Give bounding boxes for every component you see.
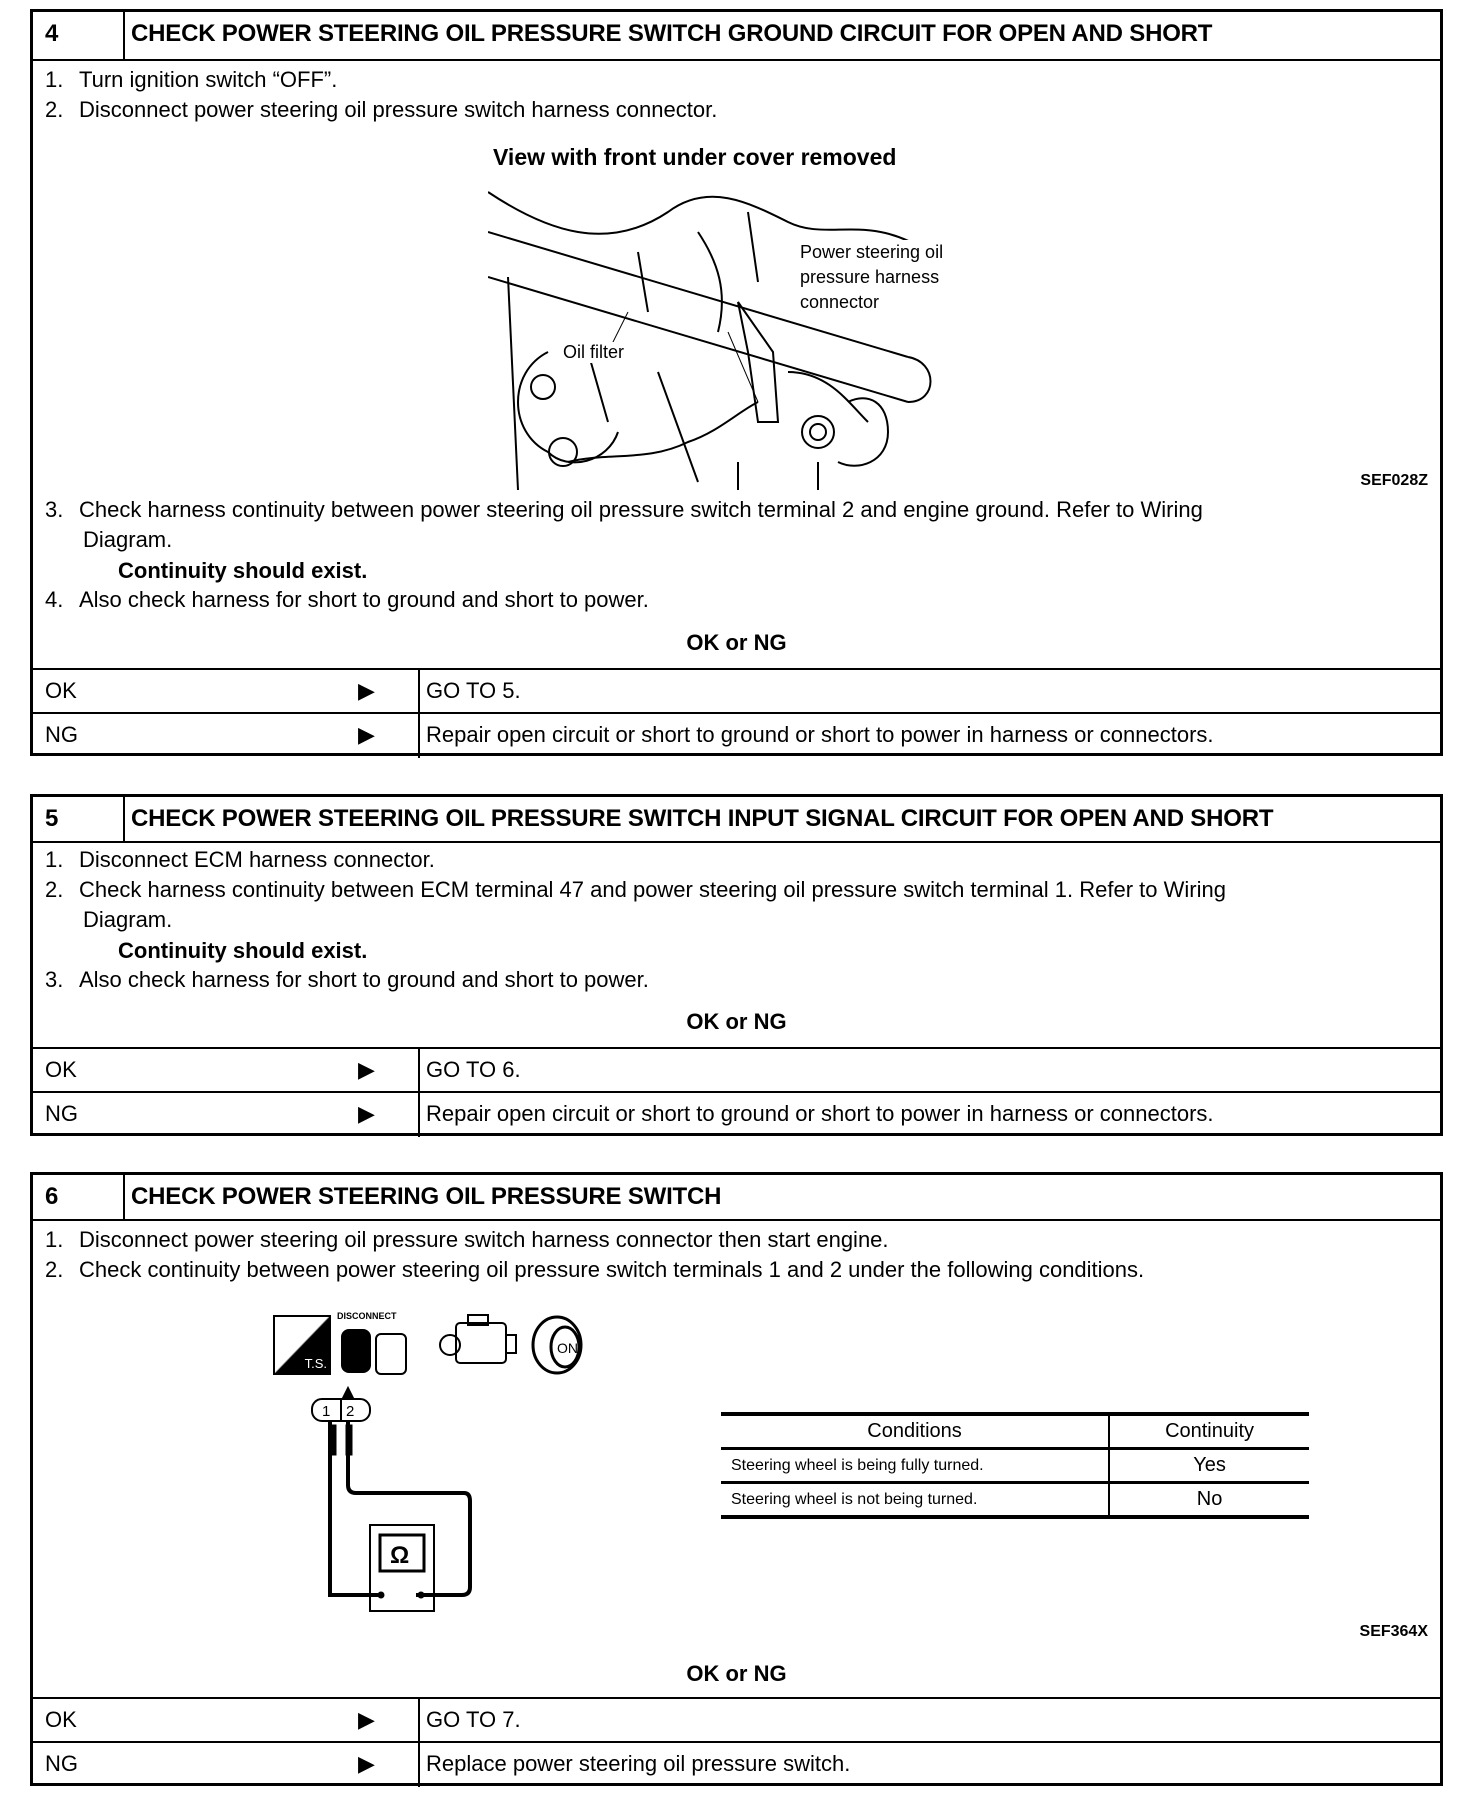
step-3 xyxy=(45,965,649,995)
step-2 xyxy=(45,875,1226,905)
result-action: Repair open circuit or short to ground or short to power in harness or connectors. xyxy=(426,722,1214,747)
step-4 xyxy=(45,585,649,615)
table-header-row xyxy=(721,1414,1309,1449)
result-row-ok xyxy=(33,668,1440,714)
step-text: Check harness continuity between power steering oil pressure switch terminal 2 and engine ground. Refer to Wiring xyxy=(79,497,1203,522)
step-number: 5 xyxy=(45,805,59,832)
step-num: 1. xyxy=(45,67,64,92)
label-line: connector xyxy=(800,292,880,312)
ts-icon xyxy=(273,1315,331,1375)
step-text: Also check harness for short to ground and short to power. xyxy=(79,587,649,612)
oil-filter-label: Oil filter xyxy=(563,342,625,362)
divider xyxy=(418,1093,420,1137)
on-label: ON xyxy=(557,1340,578,1356)
step-text: Turn ignition switch “OFF”. xyxy=(79,67,338,92)
figure-caption: View with front under cover removed xyxy=(493,144,897,170)
terminal-1-label: 1 xyxy=(322,1403,331,1420)
terminal-2-label: 2 xyxy=(346,1403,355,1420)
arrow-right-icon: ▶ xyxy=(358,1751,375,1776)
step-num: 2. xyxy=(45,877,64,902)
continuity-cell: Yes xyxy=(1193,1454,1226,1476)
step-text: Also check harness for short to ground and short to power. xyxy=(79,967,649,992)
engine-illustration xyxy=(488,172,988,490)
section-title: CHECK POWER STEERING OIL PRESSURE SWITCH INPUT SIGNAL CIRCUIT FOR OPEN AND SHORT xyxy=(131,805,1274,832)
figure-code: SEF364X xyxy=(1359,1623,1428,1640)
section-4 xyxy=(30,9,1443,756)
step-text: Disconnect power steering oil pressure switch harness connector. xyxy=(79,97,718,122)
step-1 xyxy=(45,1225,889,1255)
divider xyxy=(418,1049,420,1093)
step-num: 1. xyxy=(45,847,64,872)
divider xyxy=(418,714,420,758)
figure-code: SEF028Z xyxy=(1360,472,1428,489)
step-1 xyxy=(45,65,337,95)
divider xyxy=(123,12,125,59)
result-label: OK xyxy=(45,1707,77,1732)
label-line: Power steering oil xyxy=(800,242,944,262)
step-num: 2. xyxy=(45,97,64,122)
step-text: Check harness continuity between ECM terminal 47 and power steering oil pressure switch terminal 1. Refer to Wiring xyxy=(79,877,1226,902)
arrow-right-icon: ▶ xyxy=(358,722,375,747)
ok-or-ng: OK or NG xyxy=(686,1661,787,1686)
label-line: pressure harness xyxy=(800,267,940,287)
result-row-ng xyxy=(33,1741,1440,1787)
arrow-right-icon: ▶ xyxy=(358,1707,375,1732)
condition-cell: Steering wheel is being fully turned. xyxy=(721,1449,1109,1483)
divider xyxy=(123,797,125,841)
step-text: Disconnect ECM harness connector. xyxy=(79,847,435,872)
step-text: Check continuity between power steering oil pressure switch terminals 1 and 2 under the following conditions. xyxy=(79,1257,1145,1282)
arrow-right-icon: ▶ xyxy=(358,1057,375,1082)
step-3 xyxy=(45,495,1203,525)
result-row-ok xyxy=(33,1697,1440,1743)
result-action: Repair open circuit or short to ground or short to power in harness or connectors. xyxy=(426,1101,1214,1126)
divider xyxy=(123,1175,125,1219)
step-text: Disconnect power steering oil pressure switch harness connector then start engine. xyxy=(79,1227,889,1252)
step-1 xyxy=(45,845,435,875)
divider xyxy=(418,1699,420,1743)
step-number: 4 xyxy=(45,20,59,47)
column-header: Conditions xyxy=(721,1414,1109,1449)
requirement: Continuity should exist. xyxy=(118,938,368,963)
result-label: NG xyxy=(45,1751,78,1776)
result-label: OK xyxy=(45,1057,77,1082)
step-num: 3. xyxy=(45,967,64,992)
requirement: Continuity should exist. xyxy=(118,558,368,583)
section-title: CHECK POWER STEERING OIL PRESSURE SWITCH GROUND CIRCUIT FOR OPEN AND SHORT xyxy=(131,20,1213,47)
table-row xyxy=(721,1449,1309,1483)
step-num: 2. xyxy=(45,1257,64,1282)
section-title: CHECK POWER STEERING OIL PRESSURE SWITCH xyxy=(131,1183,722,1210)
ts-label: T.S. xyxy=(304,1356,327,1371)
result-action: GO TO 7. xyxy=(426,1707,521,1732)
section-6 xyxy=(30,1172,1443,1786)
section-header xyxy=(33,12,1440,61)
column-header: Continuity xyxy=(1165,1420,1254,1442)
step-2 xyxy=(45,95,717,125)
step-3-cont: Diagram. xyxy=(83,527,173,552)
arrow-right-icon: ▶ xyxy=(358,678,375,703)
continuity-table xyxy=(721,1412,1309,1519)
divider xyxy=(418,670,420,714)
result-row-ng xyxy=(33,1091,1440,1137)
step-num: 1. xyxy=(45,1227,64,1252)
step-number: 6 xyxy=(45,1183,59,1210)
result-action: GO TO 6. xyxy=(426,1057,521,1082)
ohm-symbol: Ω xyxy=(390,1542,410,1569)
result-label: NG xyxy=(45,1101,78,1126)
step-num: 4. xyxy=(45,587,64,612)
step-2 xyxy=(45,1255,1144,1285)
ok-or-ng: OK or NG xyxy=(686,630,787,655)
result-action: Replace power steering oil pressure switch. xyxy=(426,1751,851,1776)
result-label: OK xyxy=(45,678,77,703)
arrow-right-icon: ▶ xyxy=(358,1101,375,1126)
step-2-cont: Diagram. xyxy=(83,907,173,932)
disconnect-label: DISCONNECT xyxy=(337,1311,397,1321)
condition-cell: Steering wheel is not being turned. xyxy=(721,1483,1109,1518)
section-header xyxy=(33,797,1440,843)
ignition-key-on-icon xyxy=(529,1313,591,1377)
ohmmeter-circuit-diagram xyxy=(308,1385,498,1615)
disconnect-icon xyxy=(337,1311,417,1377)
section-5 xyxy=(30,794,1443,1136)
continuity-cell: No xyxy=(1196,1488,1223,1510)
result-action: GO TO 5. xyxy=(426,678,521,703)
engine-icon xyxy=(438,1313,518,1375)
table-row xyxy=(721,1483,1309,1518)
ok-or-ng: OK or NG xyxy=(686,1009,787,1034)
result-row-ng xyxy=(33,712,1440,758)
result-row-ok xyxy=(33,1047,1440,1093)
divider xyxy=(418,1743,420,1787)
connector-label xyxy=(800,240,943,315)
section-header xyxy=(33,1175,1440,1221)
result-label: NG xyxy=(45,722,78,747)
step-num: 3. xyxy=(45,497,64,522)
